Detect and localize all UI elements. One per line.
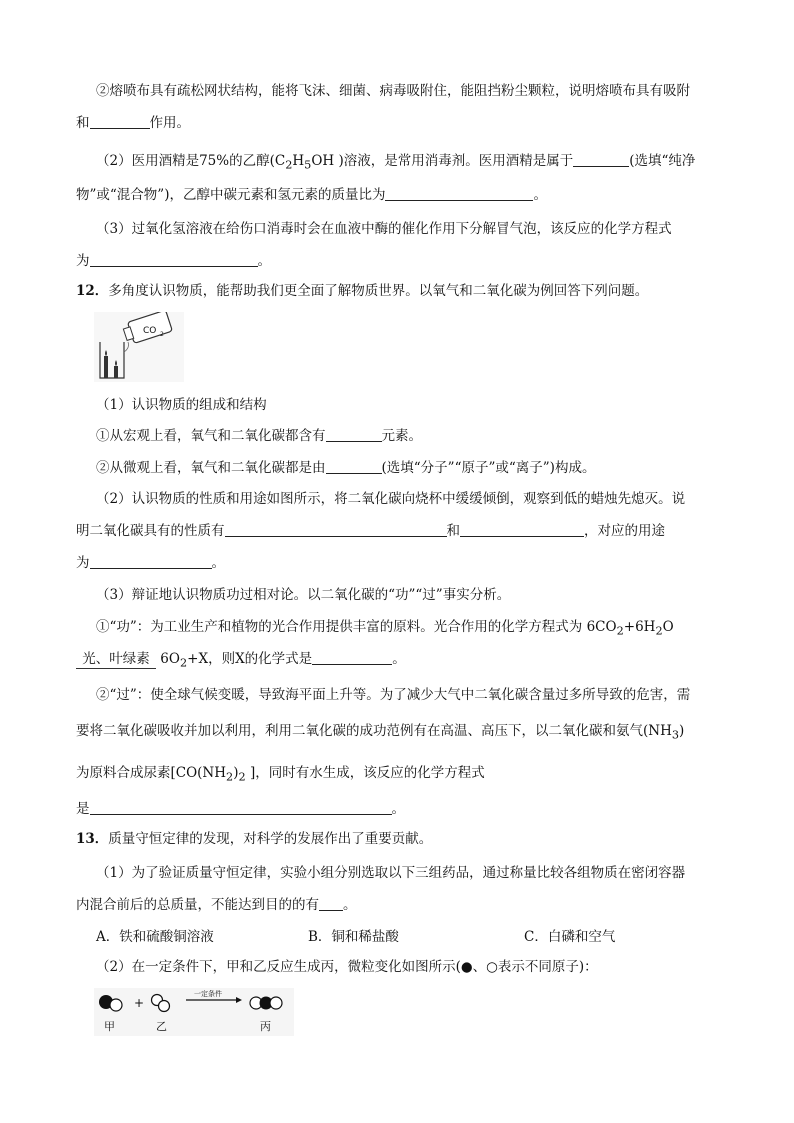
subscript: 5: [304, 158, 312, 172]
subscript: 2: [285, 158, 293, 172]
text: （2）在一定条件下，甲和乙反应生成丙，微粒变化如图所示(●、○表示不同原子)：: [96, 959, 598, 975]
q13-option-b[interactable]: [308, 928, 399, 946]
q12-sub3-2-line1: [96, 686, 690, 704]
text: O: [662, 619, 674, 635]
q12-sub3-2-line4: [76, 800, 405, 818]
text: （2）认识物质的性质和用途如图所示，将二氧化碳向烧杯中缓缓倾倒，观察到低的蜡烛先熄灭。说: [96, 491, 686, 507]
option-b-text[interactable]: B．铜和稀盐酸: [308, 929, 399, 945]
answer-blank[interactable]: [90, 114, 150, 129]
text: （2）医用酒精是75%的乙醇(C: [96, 153, 286, 169]
label-jia: 甲: [104, 1020, 115, 1033]
text: +6H: [623, 619, 656, 635]
q11-part2-text: ②熔喷布具有疏松网状结构，能将飞沫、细菌、病毒吸附住，能阻挡粉尘颗粒，说明熔喷布具有吸附: [96, 83, 690, 99]
q12-sub3-1-line2: [76, 650, 406, 673]
q11-sub2-line2: [76, 186, 547, 204]
text: ]，同时有水生成，该反应的化学方程式: [245, 765, 485, 781]
q12-sub3-1-line1: [96, 618, 674, 641]
q13-sub1-line2: [76, 896, 357, 914]
answer-blank[interactable]: [90, 252, 258, 267]
q11-part2-line1: [96, 82, 690, 100]
answer-blank[interactable]: [90, 554, 212, 569]
text: H: [292, 153, 305, 169]
q12-sub1-1: [96, 427, 422, 445]
q12-sub3-2-line2: [76, 722, 684, 745]
particle-reaction-figure: [94, 988, 294, 1036]
subscript: 3: [671, 728, 680, 742]
answer-blank[interactable]: [385, 186, 533, 201]
text: 为: [76, 253, 90, 269]
q12-title: [76, 282, 648, 300]
q13-title: [76, 830, 432, 848]
text: 内混合前后的总质量，不能达到目的的有: [76, 897, 319, 913]
question-number: 12．: [76, 283, 109, 299]
subscript: 2: [655, 624, 663, 638]
text: 要将二氧化碳吸收并加以利用，利用二氧化碳的成功范例有在高温、高压下，以二氧化碳和氨气(NH: [76, 723, 672, 739]
text: （3）辩证地认识物质功过相对论。以二氧化碳的“功”“过”事实分析。: [96, 587, 511, 603]
text: 元素。: [381, 428, 422, 444]
q12-sub3: [96, 586, 510, 604]
co2-label-subscript: 2: [160, 331, 164, 338]
q11-sub2-line1: [96, 152, 695, 175]
option-c-text[interactable]: C．白磷和空气: [524, 929, 616, 945]
text: 为: [76, 555, 90, 571]
text: 。: [392, 651, 406, 667]
question-text: 质量守恒定律的发现，对科学的发展作出了重要贡献。: [108, 831, 433, 847]
answer-blank[interactable]: [90, 800, 392, 815]
reaction-condition: 光、叶绿素: [76, 650, 156, 669]
text: 。: [211, 555, 225, 571]
q12-sub1: [96, 396, 267, 414]
text: ①“功”：为工业生产和植物的光合作用提供丰富的原料。光合作用的化学方程式为 6CO: [96, 619, 617, 635]
text: ②从微观上看，氧气和二氧化碳都是由: [96, 460, 326, 476]
q12-sub3-2-line3: [76, 764, 485, 787]
particle-reaction-diagram: [94, 988, 294, 1036]
q13-sub1-line1: [96, 864, 685, 882]
subscript: 2: [238, 770, 246, 784]
answer-blank[interactable]: [312, 650, 392, 665]
answer-blank[interactable]: [326, 427, 382, 442]
condition-label: 一定条件: [194, 990, 222, 998]
q12-sub2-line2: [76, 522, 665, 540]
co2-pouring-figure: [94, 312, 184, 382]
text: 。: [391, 801, 405, 817]
text: ①从宏观上看，氧气和二氧化碳都含有: [96, 428, 326, 444]
text: 是: [76, 801, 90, 817]
q12-sub1-2: [96, 459, 595, 477]
question-text: 多角度认识物质，能帮助我们更全面了解物质世界。以氧气和二氧化碳为例回答下列问题。: [108, 283, 649, 299]
q13-option-a[interactable]: [96, 928, 214, 946]
co2-beaker-candle-illustration: [94, 312, 184, 382]
text: （3）过氧化氢溶液在给伤口消毒时会在血液中酶的催化作用下分解冒气泡，该反应的化学方程式: [96, 221, 672, 237]
label-bing: 丙: [260, 1020, 271, 1033]
subscript: 2: [226, 770, 234, 784]
text: 物”或“混合物”)，乙醇中碳元素和氢元素的质量比为: [76, 187, 386, 203]
subscript: 2: [179, 656, 188, 670]
text: (选填“纯净: [629, 153, 696, 169]
text: 作用。: [149, 115, 190, 131]
text: (选填“分子”“原子”或“离子”)构成。: [381, 460, 596, 476]
text: 。: [343, 897, 357, 913]
subscript: 2: [616, 624, 624, 638]
text: 为原料合成尿素[CO(NH: [76, 765, 227, 781]
q11-sub3-line1: [96, 220, 672, 238]
text: 明二氧化碳具有的性质有: [76, 523, 225, 539]
q13-sub2: [96, 958, 598, 976]
text: （1）为了验证质量守恒定律，实验小组分别选取以下三组药品，通过称量比较各组物质在密闭容器: [96, 865, 686, 881]
text: 和: [446, 523, 460, 539]
q11-sub3-line2: [76, 252, 271, 270]
q12-sub2-line1: [96, 490, 685, 508]
q12-sub2-line3: [76, 554, 225, 572]
answer-blank[interactable]: [573, 152, 629, 167]
co2-label: CO: [143, 326, 157, 336]
text: +X，则X的化学式是: [187, 651, 313, 667]
text: OH )溶液，是常用消毒剂。医用酒精是属于: [311, 153, 574, 169]
question-number: 13．: [76, 831, 109, 847]
text: ，对应的用途: [584, 523, 665, 539]
text: 。: [533, 187, 547, 203]
label-yi: 乙: [156, 1020, 167, 1033]
plus-sign: +: [134, 996, 145, 1010]
answer-blank[interactable]: [225, 522, 447, 537]
answer-blank[interactable]: [460, 522, 584, 537]
q13-option-c[interactable]: [524, 928, 615, 946]
text: 6O: [160, 651, 180, 667]
text: （1）认识物质的组成和结构: [96, 397, 267, 413]
answer-blank[interactable]: [319, 896, 343, 911]
q11-part2-line2: [76, 114, 190, 132]
text: ): [233, 765, 239, 781]
text: 。: [257, 253, 271, 269]
text: 和: [76, 115, 90, 131]
option-a-text[interactable]: A．铁和硫酸铜溶液: [96, 929, 214, 945]
text: ): [679, 723, 685, 739]
answer-blank[interactable]: [326, 459, 382, 474]
text: ②“过”：使全球气候变暖，导致海平面上升等。为了减少大气中二氧化碳含量过多所导致的危害，需: [96, 687, 691, 703]
